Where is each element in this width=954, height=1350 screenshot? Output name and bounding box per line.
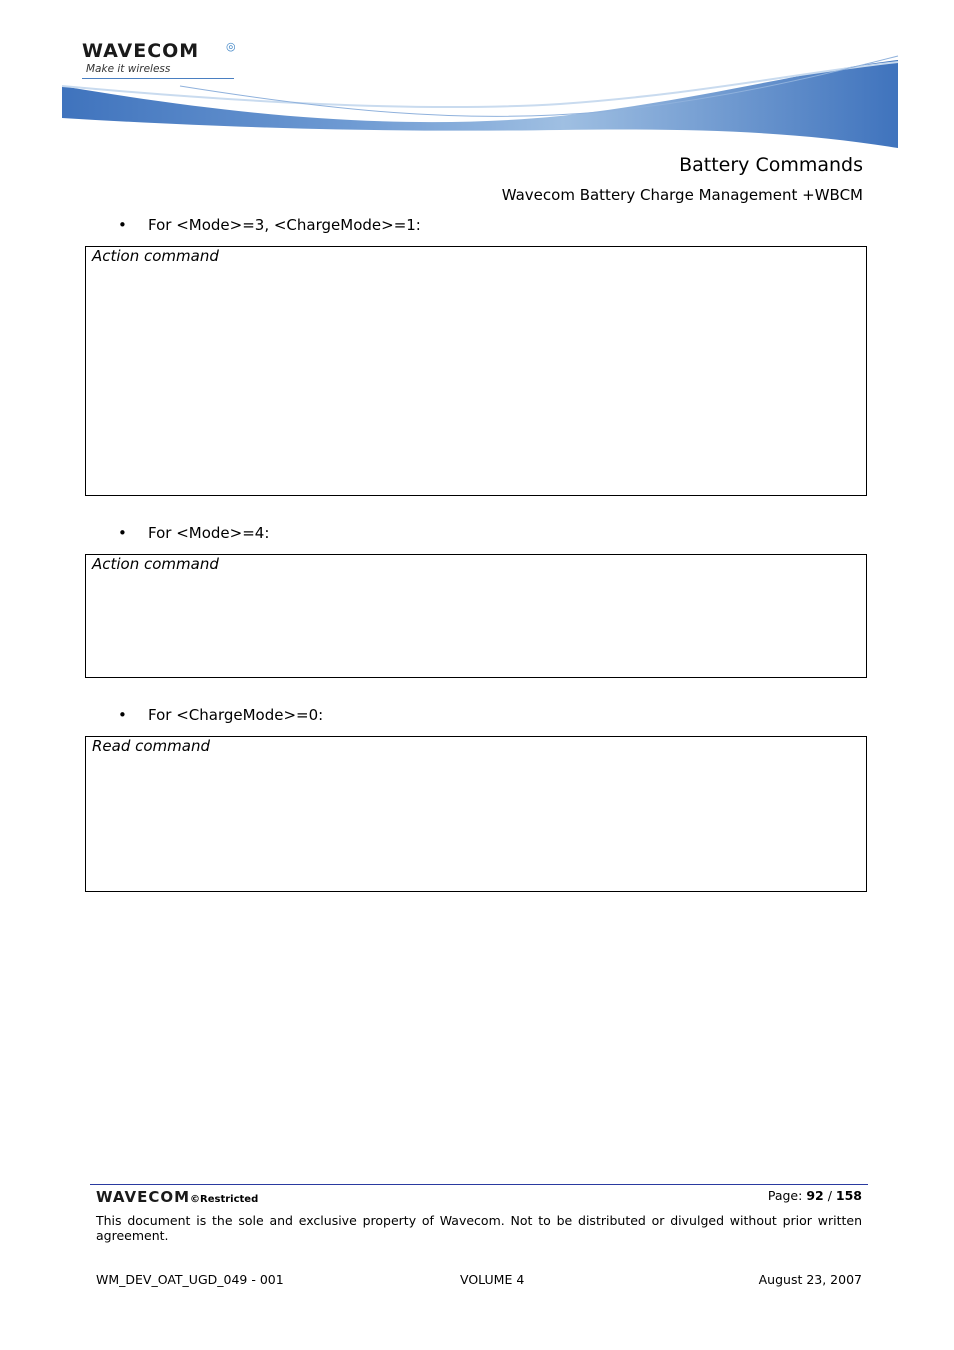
footer-logo	[96, 1187, 258, 1206]
bullet-text: For <ChargeMode>=0:	[148, 706, 324, 724]
command-table	[85, 246, 867, 496]
command-table	[85, 736, 867, 892]
page-number	[768, 1188, 862, 1203]
page-total: 158	[835, 1188, 862, 1203]
logo-wordmark: WAVECOM	[82, 40, 200, 62]
bullet-item	[118, 706, 323, 724]
bullet-dot: •	[118, 706, 127, 724]
logo-tagline: Make it wireless	[86, 63, 171, 75]
bullet-text: For <Mode>=3, <ChargeMode>=1:	[148, 216, 421, 234]
logo-underline	[82, 78, 234, 79]
section-title: Wavecom Battery Charge Management +WBCM	[501, 186, 863, 204]
command-table-label: Action command	[92, 555, 219, 573]
footer-restricted-label: ©Restricted	[190, 1194, 259, 1205]
wavecom-logo	[82, 40, 242, 82]
footer-divider	[90, 1184, 868, 1185]
footer-confidentiality-notice: This document is the sole and exclusive property of Wavecom. Not to be distributed or divulged without prior written agreement.	[96, 1213, 862, 1243]
footer-date: August 23, 2007	[758, 1272, 862, 1287]
bullet-item	[118, 216, 421, 234]
footer-document-reference: WM_DEV_OAT_UGD_049 - 001	[96, 1272, 284, 1287]
page-label: Page:	[767, 1188, 803, 1203]
command-table-label: Read command	[92, 737, 211, 755]
bullet-dot: •	[118, 524, 127, 542]
bullet-text: For <Mode>=4:	[148, 524, 270, 542]
footer-volume: VOLUME 4	[460, 1272, 525, 1287]
chapter-title: Battery Commands	[679, 154, 863, 176]
bullet-item	[118, 524, 269, 542]
page-current: 92	[806, 1188, 824, 1203]
page-separator: /	[827, 1188, 832, 1203]
command-table-label: Action command	[92, 247, 219, 265]
logo-swirl-icon: ◎	[226, 40, 236, 53]
command-table	[85, 554, 867, 678]
footer-logo-wordmark: WAVECOM	[96, 1188, 191, 1206]
bullet-dot: •	[118, 216, 127, 234]
